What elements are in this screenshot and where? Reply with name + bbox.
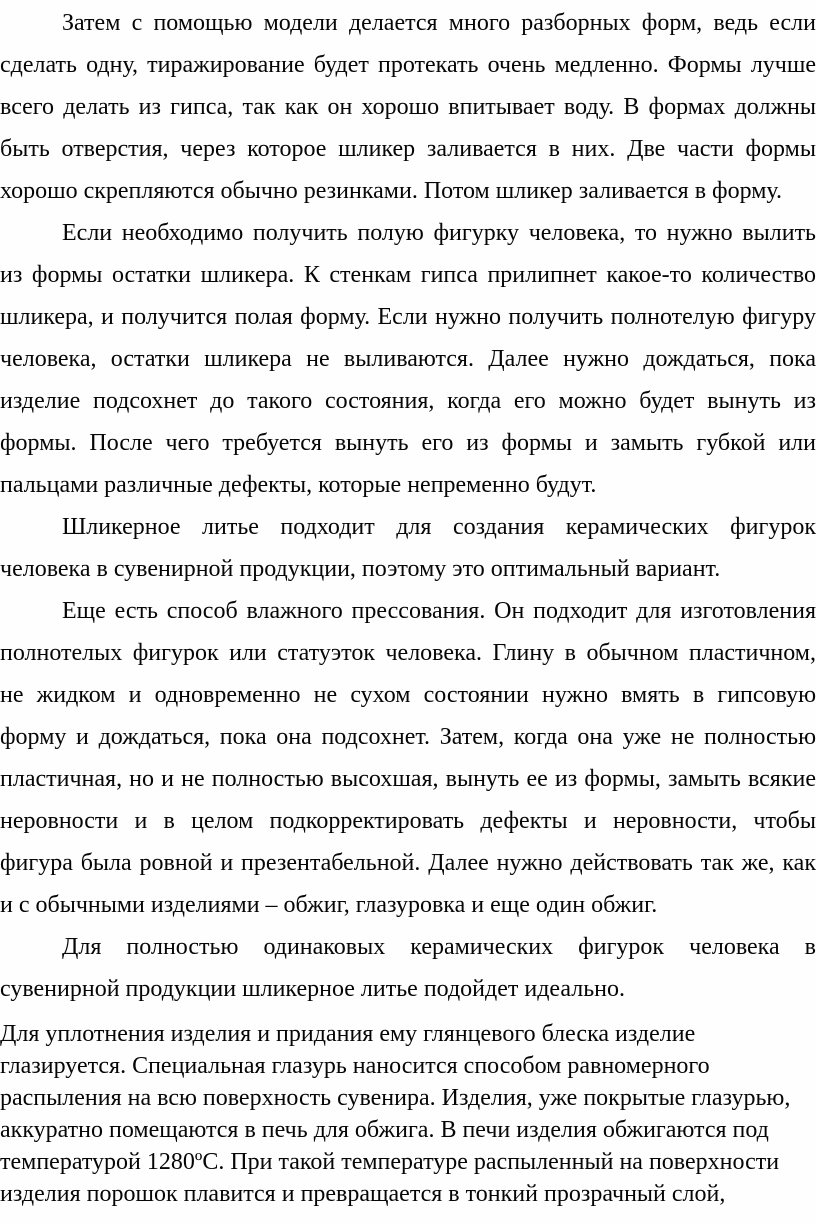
text-line: Шликерное литье подходит для создания керамических фигурок: [62, 514, 816, 540]
text-line: Затем с помощью модели делается много разборных форм, ведь если: [62, 10, 816, 36]
paragraph: [0, 2, 816, 212]
text-line: форму и дождаться, пока она подсохнет. Затем, когда она уже не полностью: [0, 724, 816, 750]
text-line: пластичная, но и не полностью высохшая, вынуть ее из формы, замыть всякие: [0, 766, 816, 792]
text-line: Если необходимо получить полую фигурку человека, то нужно вылить: [62, 220, 816, 246]
text-line: не жидком и одновременно не сухом состоянии нужно вмять в гипсовую: [0, 682, 816, 708]
text-line: Еще есть способ влажного прессования. Он подходит для изготовления: [62, 598, 816, 624]
text-line: изделия порошок плавится и превращается в тонкий прозрачный слой,: [0, 1181, 726, 1207]
text-line: Для уплотнения изделия и придания ему глянцевого блеска изделие: [0, 1021, 696, 1047]
text-line: человека в сувенирной продукции, поэтому это оптимальный вариант.: [0, 556, 721, 582]
paragraph: [0, 590, 816, 926]
text-line: аккуратно помещаются в печь для обжига. В печи изделия обжигаются под: [0, 1117, 769, 1143]
text-line: распыления на всю поверхность сувенира. Изделия, уже покрытые глазурью,: [0, 1085, 791, 1111]
text-line: хорошо скрепляются обычно резинками. Потом шликер заливается в форму.: [0, 178, 783, 204]
paragraph: [0, 1018, 816, 1210]
text-line: шликера, и получится полая форму. Если нужно получить полнотелую фигуру: [0, 304, 816, 330]
text-line: сделать одну, тиражирование будет протекать очень медленно. Формы лучше: [0, 52, 816, 78]
text-line: полнотелых фигурок или статуэток человека. Глину в обычном пластичном,: [0, 640, 816, 666]
text-line: глазируется. Специальная глазурь наносится способом равномерного: [0, 1053, 710, 1079]
paragraph: [0, 212, 816, 506]
text-line: человека, остатки шликера не выливаются. Далее нужно дождаться, пока: [0, 346, 816, 372]
paragraph: [0, 926, 816, 1010]
text-line: формы. После чего требуется вынуть его из формы и замыть губкой или: [0, 430, 816, 456]
text-line: всего делать из гипса, так как он хорошо впитывает воду. В формах должны: [0, 94, 816, 120]
text-line: температурой 1280ºС. При такой температуре распыленный на поверхности: [0, 1149, 780, 1175]
text-line: фигура была ровной и презентабельной. Далее нужно действовать так же, как: [0, 850, 816, 876]
text-line: сувенирной продукции шликерное литье подойдет идеально.: [0, 976, 626, 1002]
text-line: Для полностью одинаковых керамических фигурок человека в: [62, 934, 816, 960]
text-line: изделие подсохнет до такого состояния, когда его можно будет вынуть из: [0, 388, 816, 414]
text-line: из формы остатки шликера. К стенкам гипса прилипнет какое-то количество: [0, 262, 816, 288]
paragraph: [0, 506, 816, 590]
text-line: и с обычными изделиями – обжиг, глазуровка и еще один обжиг.: [0, 892, 658, 918]
text-line: пальцами различные дефекты, которые непременно будут.: [0, 472, 597, 498]
text-line: быть отверстия, через которое шликер заливается в них. Две части формы: [0, 136, 816, 162]
text-line: неровности и в целом подкорректировать дефекты и неровности, чтобы: [0, 808, 816, 834]
